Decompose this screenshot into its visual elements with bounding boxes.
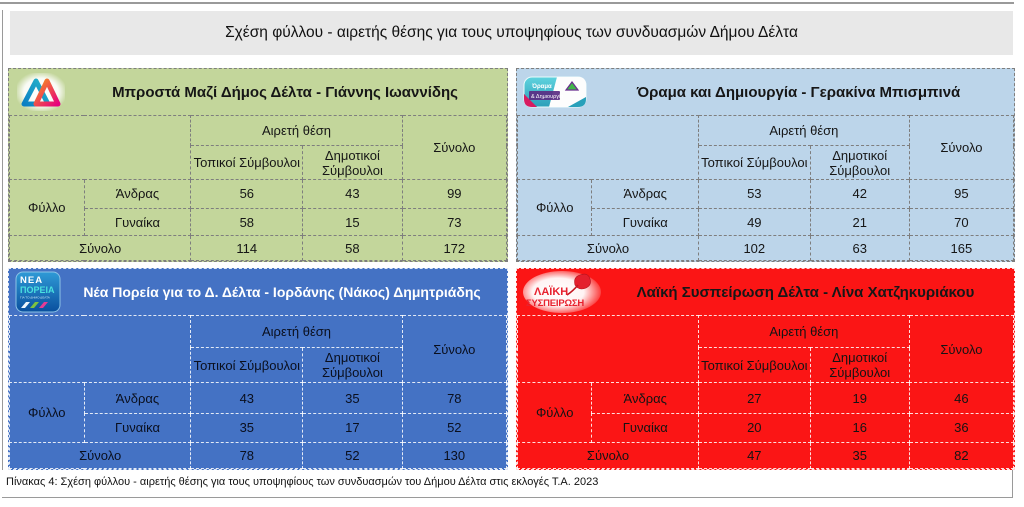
panel-header (9, 69, 507, 115)
header-total: Σύνολο (402, 316, 506, 383)
panel-header (517, 69, 1014, 115)
panel-nea-poreia (8, 268, 508, 470)
panel-laiki-syspeirosi (516, 268, 1015, 470)
nea-poreia-logo (15, 271, 61, 313)
header-local-councilors: Τοπικοί Σύμβουλοι (699, 146, 811, 179)
value-cell: 19 (810, 383, 909, 414)
panel-header (9, 269, 507, 315)
panel-orama-dimiourgia (516, 68, 1015, 262)
value-cell: 49 (699, 208, 811, 236)
label-gender: Φύλλο (10, 383, 85, 443)
outer-frame-left-line (2, 10, 3, 498)
label-total-row: Σύνολο (518, 236, 699, 261)
header-total: Σύνολο (909, 116, 1013, 180)
orama-pill-logo (523, 74, 587, 110)
value-cell: 78 (191, 442, 303, 468)
blank-corner-cell (518, 116, 699, 180)
value-cell: 99 (402, 179, 506, 208)
value-cell: 114 (191, 236, 303, 261)
value-cell: 82 (909, 442, 1013, 468)
value-cell: 43 (303, 179, 402, 208)
panel-header (517, 269, 1014, 315)
value-cell: 16 (810, 413, 909, 442)
label-female: Γυναίκα (592, 208, 699, 236)
nea-poreia-logo-line3: ΓΙΑ ΤΟ ΔΗΜΟ ΔΕΛΤΑ (20, 295, 50, 300)
panel-mprosta-mazi (8, 68, 508, 262)
crosstab-table (517, 115, 1014, 261)
crosstab-table (9, 315, 507, 469)
value-cell: 53 (699, 179, 811, 208)
header-elected-position: Αιρετή θέση (191, 316, 402, 348)
orama-logo-subtext: & Δημιουργία (531, 94, 564, 100)
header-elected-position: Αιρετή θέση (191, 116, 402, 146)
header-elected-position: Αιρετή θέση (699, 116, 910, 146)
label-gender: Φύλλο (518, 383, 592, 443)
label-male: Άνδρας (592, 179, 699, 208)
value-cell: 73 (402, 208, 506, 236)
header-total: Σύνολο (909, 316, 1013, 383)
value-cell: 102 (699, 236, 811, 261)
label-male: Άνδρας (84, 179, 191, 208)
header-municipal-councilors: Δημοτικοί Σύμβουλοι (303, 146, 402, 179)
nea-poreia-logo-line1: ΝΕΑ (20, 275, 44, 286)
crosstab-table (517, 315, 1014, 469)
value-cell: 70 (909, 208, 1013, 236)
header-total: Σύνολο (402, 116, 506, 180)
panel-title: Μπροστά Μαζί Δήμος Δέλτα - Γιάννης Ιωαννίδης (112, 83, 458, 101)
header-municipal-councilors: Δημοτικοί Σύμβουλοι (810, 146, 909, 179)
label-female: Γυναίκα (592, 413, 699, 442)
blank-corner-cell (518, 316, 699, 383)
value-cell: 52 (402, 413, 506, 442)
header-municipal-councilors: Δημοτικοί Σύμβουλοι (810, 348, 909, 383)
table-caption: Πίνακας 4: Σχέση φύλλου - αιρετής θέσης για τους υποψηφίους των συνδυασμών του Δήμου Δέλτα στις εκλογές Τ.Α. 2023 (2, 470, 1013, 498)
laiki-logo-line1: ΛΑΪΚΗ (534, 286, 569, 298)
value-cell: 95 (909, 179, 1013, 208)
value-cell: 35 (191, 413, 303, 442)
label-female: Γυναίκα (84, 208, 191, 236)
value-cell: 130 (402, 442, 506, 468)
header-elected-position: Αιρετή θέση (699, 316, 910, 348)
value-cell: 35 (303, 383, 402, 414)
panel-title: Όραμα και Δημιουργία - Γερακίνα Μπισμπινά (636, 83, 961, 101)
crosstab-table (9, 115, 507, 261)
label-gender: Φύλλο (518, 179, 592, 236)
value-cell: 46 (909, 383, 1013, 414)
blank-corner-cell (10, 116, 191, 180)
value-cell: 52 (303, 442, 402, 468)
blank-corner-cell (10, 316, 191, 383)
value-cell: 21 (810, 208, 909, 236)
value-cell: 63 (810, 236, 909, 261)
value-cell: 47 (699, 442, 811, 468)
laiki-logo-line2: ΣΥΣΠΕΙΡΩΣΗ (526, 298, 585, 309)
value-cell: 58 (303, 236, 402, 261)
label-male: Άνδρας (84, 383, 191, 414)
label-male: Άνδρας (592, 383, 699, 414)
orama-logo-text: Όραμα (532, 84, 552, 90)
value-cell: 42 (810, 179, 909, 208)
value-cell: 36 (909, 413, 1013, 442)
header-local-councilors: Τοπικοί Σύμβουλοι (699, 348, 811, 383)
header-municipal-councilors: Δημοτικοί Σύμβουλοι (303, 348, 402, 383)
label-total-row: Σύνολο (10, 236, 191, 261)
label-total-row: Σύνολο (518, 442, 699, 468)
value-cell: 58 (191, 208, 303, 236)
label-total-row: Σύνολο (10, 442, 191, 468)
value-cell: 20 (699, 413, 811, 442)
value-cell: 172 (402, 236, 506, 261)
panel-title: Νέα Πορεία για το Δ. Δέλτα - Ιορδάνης (Νάκος) Δημητριάδης (83, 284, 481, 300)
nea-poreia-logo-line2: ΠΟΡΕΙΑ (20, 285, 55, 295)
value-cell: 78 (402, 383, 506, 414)
laiki-carnation-logo (523, 271, 601, 313)
page-title: Σχέση φύλλου - αιρετής θέσης για τους υποψηφίους των συνδυασμών Δήμου Δέλτα (10, 11, 1013, 55)
value-cell: 43 (191, 383, 303, 414)
value-cell: 35 (810, 442, 909, 468)
label-female: Γυναίκα (84, 413, 191, 442)
panel-title: Λαϊκή Συσπείρωση Δέλτα - Λίνα Χατζηκυριάκου (636, 283, 975, 301)
header-local-councilors: Τοπικοί Σύμβουλοι (191, 146, 303, 179)
outer-frame-top-line (0, 2, 1014, 4)
triangles-m-logo (15, 72, 67, 112)
value-cell: 15 (303, 208, 402, 236)
value-cell: 27 (699, 383, 811, 414)
value-cell: 56 (191, 179, 303, 208)
header-local-councilors: Τοπικοί Σύμβουλοι (191, 348, 303, 383)
label-gender: Φύλλο (10, 179, 85, 236)
value-cell: 17 (303, 413, 402, 442)
value-cell: 165 (909, 236, 1013, 261)
